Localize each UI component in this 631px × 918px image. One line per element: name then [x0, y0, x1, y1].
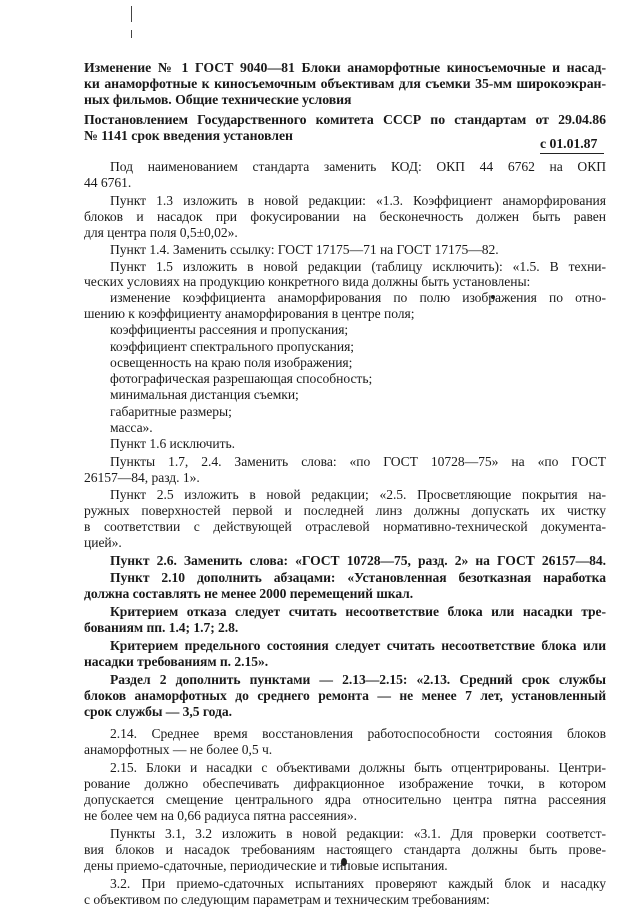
amendment-title-line: ки анаморфотные к киносъемочным объективам для съемки 35-мм широкоэкран-: [84, 76, 606, 91]
effective-date: с 01.01.87: [540, 136, 598, 151]
body-line: Пункт 2.5 изложить в новой редакции; «2.5. Просветляющие покрытия на-: [110, 487, 606, 502]
body-line: насадки требованиям п. 2.15».: [84, 654, 269, 669]
effective-date-underline: [540, 153, 604, 154]
body-line: блоков анаморфотных до среднего ремонта — не менее 7 лет, установленный: [84, 688, 606, 703]
body-line: бованиям пп. 1.4; 1.7; 2.8.: [84, 620, 239, 635]
body-line: дены приемо-сдаточные, периодические и типовые испытания.: [84, 858, 448, 873]
body-line: Пункты 1.7, 2.4. Заменить слова: «по ГОСТ 10728—75» на «по ГОСТ: [110, 454, 606, 469]
body-line: освещенность на краю поля изображения;: [110, 355, 353, 370]
body-line: Пункт 2.6. Заменить слова: «ГОСТ 10728—75, разд. 2» на ГОСТ 26157—84.: [110, 553, 606, 568]
body-line: анаморфотных — не более 0,5 ч.: [84, 742, 273, 757]
body-line: минимальная дистанция съемки;: [110, 387, 299, 402]
body-line: вия блоков и насадок требованиям настоящего стандарта должны быть прове-: [84, 842, 606, 857]
body-line: Под наименованием стандарта заменить КОД: ОКП 44 6762 на ОКП: [110, 159, 606, 174]
amendment-title-line: Изменение № 1 ГОСТ 9040—81 Блоки анаморфотные киносъемочные и насад-: [84, 60, 606, 75]
scan-mark-top: [131, 6, 132, 22]
body-line: 44 6761.: [84, 175, 132, 190]
body-line: не более чем на 0,66 радиуса пятна рассеяния».: [84, 808, 357, 823]
body-line: Пункт 2.10 дополнить абзацами: «Установленная безотказная наработка: [110, 570, 606, 585]
body-line: фотографическая разрешающая способность;: [110, 371, 373, 386]
body-line: цией».: [84, 535, 122, 550]
body-line: коэффициенты рассеяния и пропускания;: [110, 322, 349, 337]
amendment-title-line: ных фильмов. Общие технические условия: [84, 92, 352, 107]
body-line: рование должно обеспечивать дифракционное изображение точки, в котором: [84, 776, 606, 791]
body-line: допускается смещение центрального ядра относительно центра пятна рассеяния: [84, 792, 606, 807]
body-line: Пункты 3.1, 3.2 изложить в новой редакции: «3.1. Для проверки соответст-: [110, 826, 606, 841]
body-line: Пункт 1.3 изложить в новой редакции: «1.3. Коэффициент анаморфирования: [110, 193, 606, 208]
body-line: Раздел 2 дополнить пунктами — 2.13—2.15: «2.13. Средний срок службы: [110, 672, 606, 687]
body-line: ружных поверхностей первой и последней линз должны допускать их чистку: [84, 503, 606, 518]
body-line: ческих условиях на продукцию конкретного вида должны быть установлены:: [84, 274, 531, 289]
body-line: Пункт 1.4. Заменить ссылку: ГОСТ 17175—71 на ГОСТ 17175—82.: [110, 242, 499, 257]
body-line: коэффициент спектрального пропускания;: [110, 339, 355, 354]
body-line: должна составлять не менее 2000 перемещений шкал.: [84, 586, 414, 601]
body-line: Пункт 1.6 исключить.: [110, 436, 236, 451]
body-line: изменение коэффициента анаморфирования по полю изображения по отно-: [110, 290, 606, 305]
resolution-line: № 1141 срок введения установлен: [84, 128, 293, 143]
body-line: Критерием предельного состояния следует считать несоответствие блока или: [110, 638, 606, 653]
body-line: габаритные размеры;: [110, 404, 232, 419]
body-line: Критерием отказа следует считать несоответствие блока или насадки тре-: [110, 604, 606, 619]
body-line: срок службы — 3,5 года.: [84, 704, 232, 719]
body-line: 2.14. Среднее время восстановления работоспособности состояния блоков: [110, 726, 606, 741]
body-line: для центра поля 0,5±0,02».: [84, 225, 238, 240]
resolution-line: Постановлением Государственного комитета СССР по стандартам от 29.04.86: [84, 112, 606, 127]
body-line: масса».: [110, 420, 153, 435]
body-line: 3.2. При приемо-сдаточных испытаниях проверяют каждый блок и насадку: [110, 876, 606, 891]
body-line: шению к коэффициенту анаморфирования в центре поля;: [84, 306, 415, 321]
body-line: блоков и насадок при фокусировании на бесконечность должен быть равен: [84, 209, 606, 224]
body-line: в соответствии с действующей отраслевой нормативно-технической документа-: [84, 519, 606, 534]
body-line: с объективом по следующим параметрам и техническим требованиям:: [84, 892, 490, 907]
body-line: 2.15. Блоки и насадки с объективами должны быть отцентрированы. Центри-: [110, 760, 606, 775]
body-line: Пункт 1.5 изложить в новой редакции (таблицу исключить): «1.5. В техни-: [110, 259, 606, 274]
body-line: 26157—84, разд. 1».: [84, 470, 200, 485]
scan-mark-top-2: [131, 30, 132, 38]
